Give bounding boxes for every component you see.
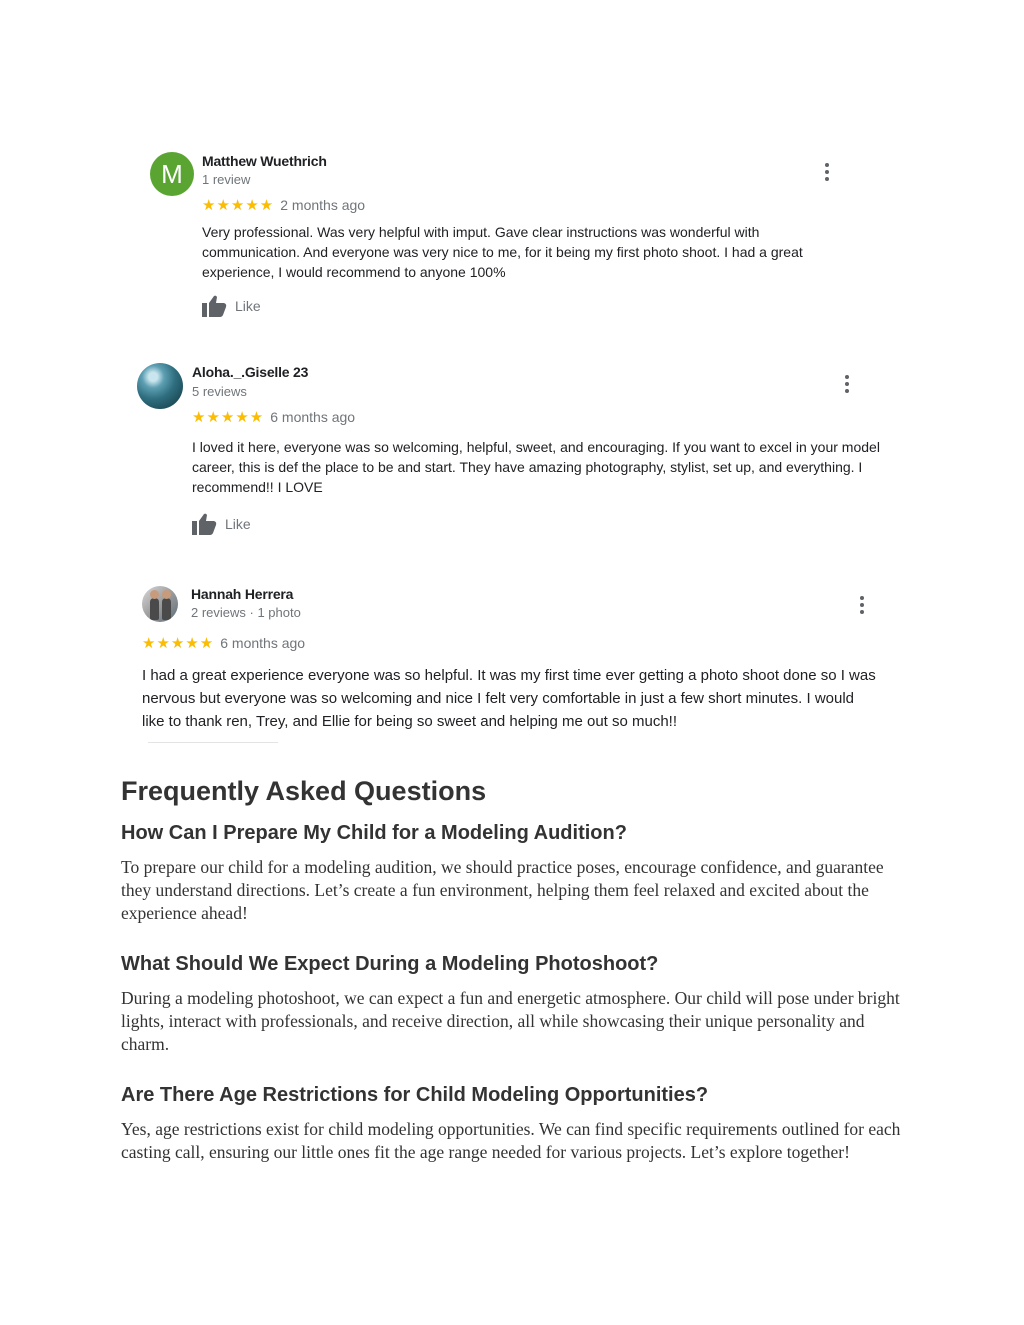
review-count: 1 review	[202, 172, 251, 187]
avatar-letter: M	[161, 158, 183, 189]
people-photo-avatar[interactable]	[142, 586, 178, 622]
review-date: 6 months ago	[270, 409, 356, 425]
faq-question: Are There Age Restrictions for Child Modeling Opportunities?	[121, 1084, 709, 1106]
faq-answer: To prepare our child for a modeling audition, we should practice poses, encourage confidence, and guarantee they understand directions. Let’s create a fun environment, helping them feel relaxed and excited about the experience ahead!	[121, 857, 884, 923]
review-date: 2 months ago	[280, 197, 366, 213]
like-button[interactable]	[202, 295, 261, 317]
like-label: Like	[235, 298, 261, 314]
faq-title: Frequently Asked Questions	[121, 776, 487, 806]
reviewer-name[interactable]: Aloha._.Giselle 23	[192, 364, 309, 380]
more-vert-icon[interactable]	[845, 375, 851, 396]
review-divider	[148, 742, 278, 743]
more-vert-icon[interactable]	[825, 163, 831, 184]
review-text: Very professional. Was very helpful with imput. Gave clear instructions was wonderful with communication. And everyone was very nice to me, for it being my first photo shoot. I had a great experience, I would recommend to anyone 100%	[202, 224, 803, 280]
reviewer-name[interactable]: Hannah Herrera	[191, 586, 294, 602]
star-rating: ★★★★★	[202, 197, 275, 214]
review-count: 2 reviews · 1 photo	[191, 605, 301, 620]
faq-answer: During a modeling photoshoot, we can expect a fun and energetic atmosphere. Our child will pose under bright lights, interact with professionals, and receive direction, all while showcasing their unique personality and charm.	[121, 988, 900, 1054]
review-count: 5 reviews	[192, 384, 247, 399]
thumbs-up-icon	[192, 513, 217, 535]
rating-row	[202, 196, 365, 215]
letter-avatar[interactable]	[150, 152, 194, 196]
review-date: 6 months ago	[220, 635, 306, 651]
rating-row	[192, 408, 355, 427]
more-vert-icon[interactable]	[860, 596, 866, 617]
star-rating: ★★★★★	[192, 409, 265, 426]
like-label: Like	[225, 516, 251, 532]
review-text: I loved it here, everyone was so welcoming, helpful, sweet, and encouraging. If you want to excel in your model career, this is def the place to be and start. They have amazing photography, stylist, set up, and everything. I recommend!! I LOVE	[192, 439, 880, 495]
review-text: I had a great experience everyone was so helpful. It was my first time ever getting a photo shoot done so I was nervous but everyone was so welcoming and nice I felt very comfortable in just a few short minutes. I would like to thank ren, Trey, and Ellie for being so sweet and helping me out so much!!	[142, 667, 876, 730]
reviewer-name[interactable]: Matthew Wuethrich	[202, 153, 327, 169]
faq-question: How Can I Prepare My Child for a Modeling Audition?	[121, 822, 627, 844]
like-button[interactable]	[192, 513, 251, 535]
rating-row	[142, 634, 305, 653]
star-rating: ★★★★★	[142, 635, 215, 652]
faq-question: What Should We Expect During a Modeling Photoshoot?	[121, 953, 659, 975]
ocean-photo-avatar[interactable]	[137, 363, 183, 409]
thumbs-up-icon	[202, 295, 227, 317]
faq-answer: Yes, age restrictions exist for child modeling opportunities. We can find specific requirements outlined for each casting call, ensuring our little ones fit the age range needed for various projects. Let’s explore together!	[121, 1119, 901, 1162]
